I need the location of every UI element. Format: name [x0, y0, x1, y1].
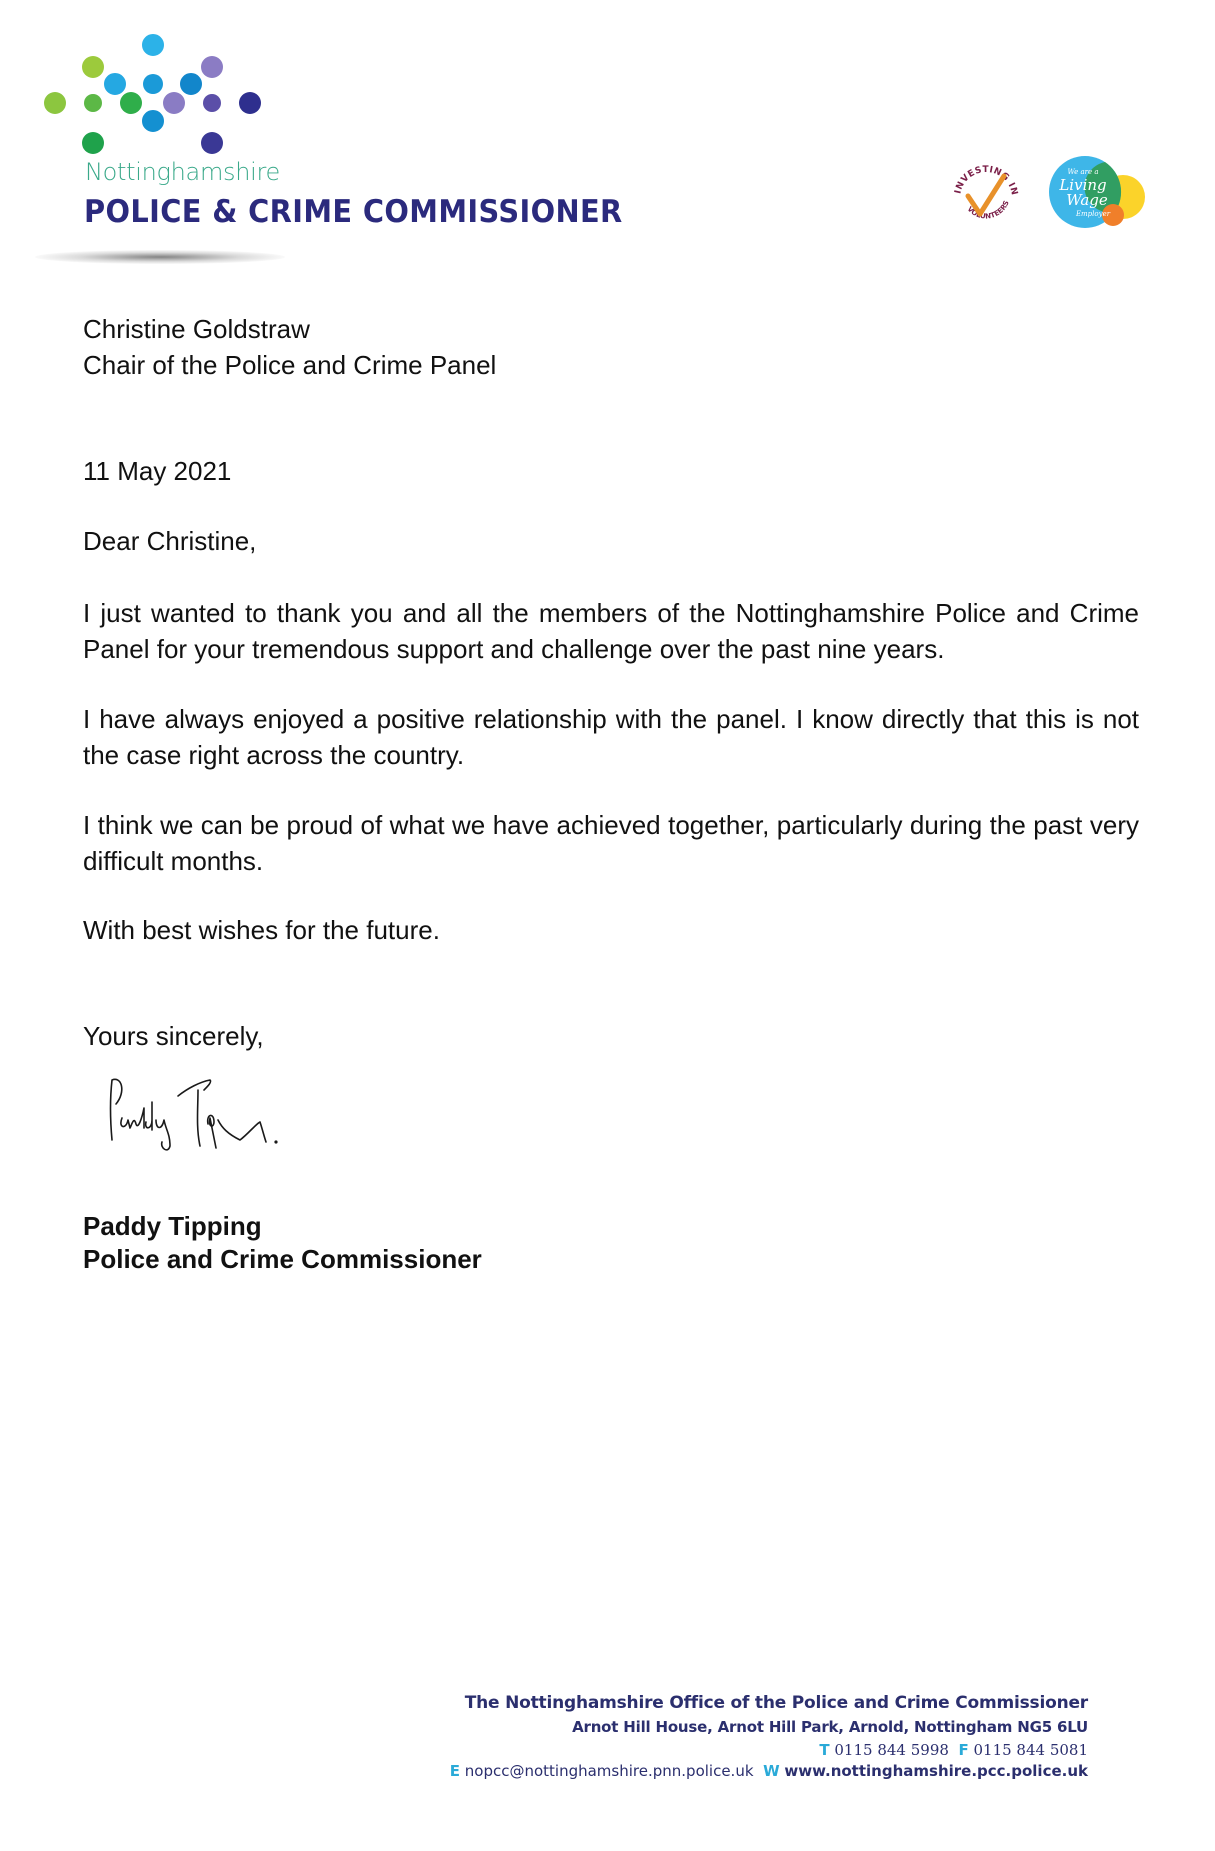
purple-cross: [163, 56, 261, 154]
brand-title: POLICE & CRIME COMMISSIONER: [84, 194, 623, 230]
email-link[interactable]: nopcc@nottinghamshire.pnn.police.uk: [464, 1762, 754, 1780]
email-label: E: [449, 1762, 460, 1780]
phone-number: 0115 844 5998: [834, 1741, 949, 1759]
fax-label: F: [958, 1741, 969, 1759]
body-paragraph: I think we can be proud of what we have achieved together, particularly during the past very difficult months.: [83, 810, 1139, 876]
living-wage-employer-badge-icon: [1045, 152, 1150, 237]
investing-in-volunteers-badge-icon: [950, 158, 1022, 230]
svg-text:INVESTING IN: INVESTING IN: [953, 164, 1020, 197]
body-paragraph: With best wishes for the future.: [83, 915, 440, 945]
body-paragraph: I have always enjoyed a positive relationship with the panel. I know directly that this is not the case right across the country.: [83, 704, 1139, 770]
signatory-title: Police and Crime Commissioner: [83, 1244, 482, 1274]
green-cross: [44, 56, 142, 154]
signatory-name: Paddy Tipping: [83, 1211, 262, 1241]
blue-cross: [103, 33, 203, 133]
recipient-title: Chair of the Police and Crime Panel: [83, 350, 497, 380]
salutation: Dear Christine,: [83, 526, 257, 556]
website-link[interactable]: www.nottinghamshire.pcc.police.uk: [784, 1762, 1088, 1780]
footer-contact: [450, 1762, 1088, 1780]
closing: Yours sincerely,: [83, 1021, 264, 1051]
svg-text:Employer: Employer: [1075, 210, 1111, 218]
phone-label: T: [819, 1741, 830, 1759]
logo-shadow: [35, 250, 285, 264]
svg-text:Living: Living: [1059, 176, 1107, 194]
svg-text:VOLUNTEERS: VOLUNTEERS: [965, 199, 1011, 221]
body-paragraph: I just wanted to thank you and all the members of the Nottinghamshire Police and Crime Panel for your tremendous support and challenge over the past nine years.: [83, 598, 1139, 664]
handwritten-signature-icon: [100, 1068, 290, 1163]
svg-text:We are a: We are a: [1067, 168, 1099, 176]
recipient-name: Christine Goldstraw: [83, 314, 310, 344]
brand-county-name: Nottinghamshire: [85, 158, 281, 186]
web-label: W: [763, 1762, 780, 1780]
footer-phone-fax: [819, 1741, 1088, 1759]
letter-date: 11 May 2021: [83, 456, 232, 486]
footer-address: Arnot Hill House, Arnot Hill Park, Arnold, Nottingham NG5 6LU: [572, 1718, 1088, 1736]
fax-number: 0115 844 5081: [973, 1741, 1088, 1759]
molecule-cross-logo-icon: [35, 25, 275, 165]
svg-text:Wage: Wage: [1066, 191, 1108, 209]
footer-organisation: The Nottinghamshire Office of the Police and Crime Commissioner: [464, 1693, 1088, 1713]
